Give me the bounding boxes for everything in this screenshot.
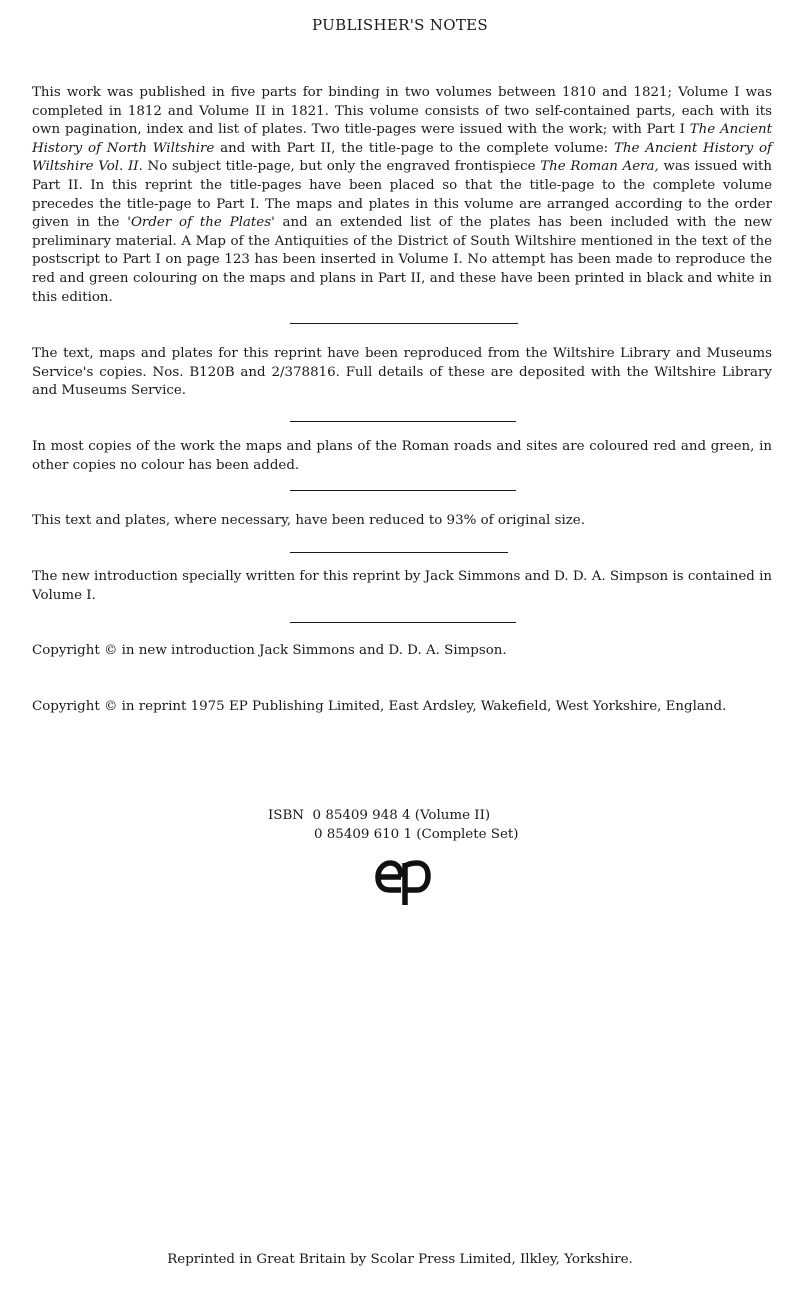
italic-title: The Roman Aera, xyxy=(540,159,659,175)
text-segment: was issued with Part II. In this reprint the title-pages have been placed so that the title-page to the complete volume precedes the title-page to Part I. The maps and plates in this volume are arranged according to the order given in the ' xyxy=(32,159,773,231)
introduction-paragraph: The new introduction specially written for this reprint by Jack Simmons and D. D. A. Simpson is contained in Volume I. xyxy=(32,569,772,603)
text-segment: This work was published in five parts for binding in two volumes between 1810 and 1821; Volume I was completed in 1812 and Volume II in 1821. This volume consists of two self-contained parts, each with its own pagination, index and list of plates. Two title-pages were issued with the work; with Part I xyxy=(32,85,772,138)
text-segment: and with Part II, the title-page to the complete volume: xyxy=(214,140,614,156)
isbn-block xyxy=(268,806,519,844)
italic-title: Order of the Plates xyxy=(130,215,272,231)
reduction-paragraph: This text and plates, where necessary, have been reduced to 93% of original size. xyxy=(32,513,585,528)
text-segment: No subject title-page, but only the engraved frontispiece xyxy=(142,159,541,175)
isbn-complete-set: 0 85409 610 1 (Complete Set) xyxy=(314,827,519,842)
divider-rule xyxy=(290,490,516,491)
isbn-label: ISBN xyxy=(268,808,305,823)
isbn-row-volume xyxy=(268,806,519,825)
italic-title: The Ancient History of North Wiltshire xyxy=(32,122,772,156)
divider-rule xyxy=(290,552,508,553)
publication-history-paragraph xyxy=(32,84,772,307)
isbn-volume-ii: 0 85409 948 4 (Volume II) xyxy=(312,808,491,823)
page-title: PUBLISHER'S NOTES xyxy=(312,16,488,34)
copyright-introduction: Copyright © in new introduction Jack Simmons and D. D. A. Simpson. xyxy=(32,643,507,658)
divider-rule xyxy=(290,622,516,623)
copyright-reprint: Copyright © in reprint 1975 EP Publishing Limited, East Ardsley, Wakefield, West Yorkshire, England. xyxy=(32,699,727,714)
printer-footer: Reprinted in Great Britain by Scolar Press Limited, Ilkley, Yorkshire. xyxy=(167,1252,633,1267)
isbn-row-set xyxy=(268,825,519,844)
ep-publisher-logo xyxy=(372,856,432,908)
text-segment: ' and an extended list of the plates has been included with the new preliminary material. A Map of the Antiquities of the District of South Wiltshire mentioned in the text of the postscript to Part I on page 123 has been inserted in Volume I. No attempt has been made to reproduce the red and green colouring on the maps and plans in Part II, and these have been printed in black and white in this edition. xyxy=(32,215,772,305)
italic-title: The Ancient History of Wiltshire Vol. II. xyxy=(32,140,773,175)
divider-rule xyxy=(290,323,518,324)
ep-logo-icon xyxy=(372,856,432,908)
colouring-paragraph: In most copies of the work the maps and plans of the Roman roads and sites are coloured red and green, in other copies no colour has been added. xyxy=(32,439,772,473)
divider-rule xyxy=(290,421,516,422)
source-copies-paragraph: The text, maps and plates for this reprint have been reproduced from the Wiltshire Library and Museums Service's copies. Nos. B120B and 2/378816. Full details of these are deposited with the Wiltshire Library and Museums Service. xyxy=(32,346,772,399)
